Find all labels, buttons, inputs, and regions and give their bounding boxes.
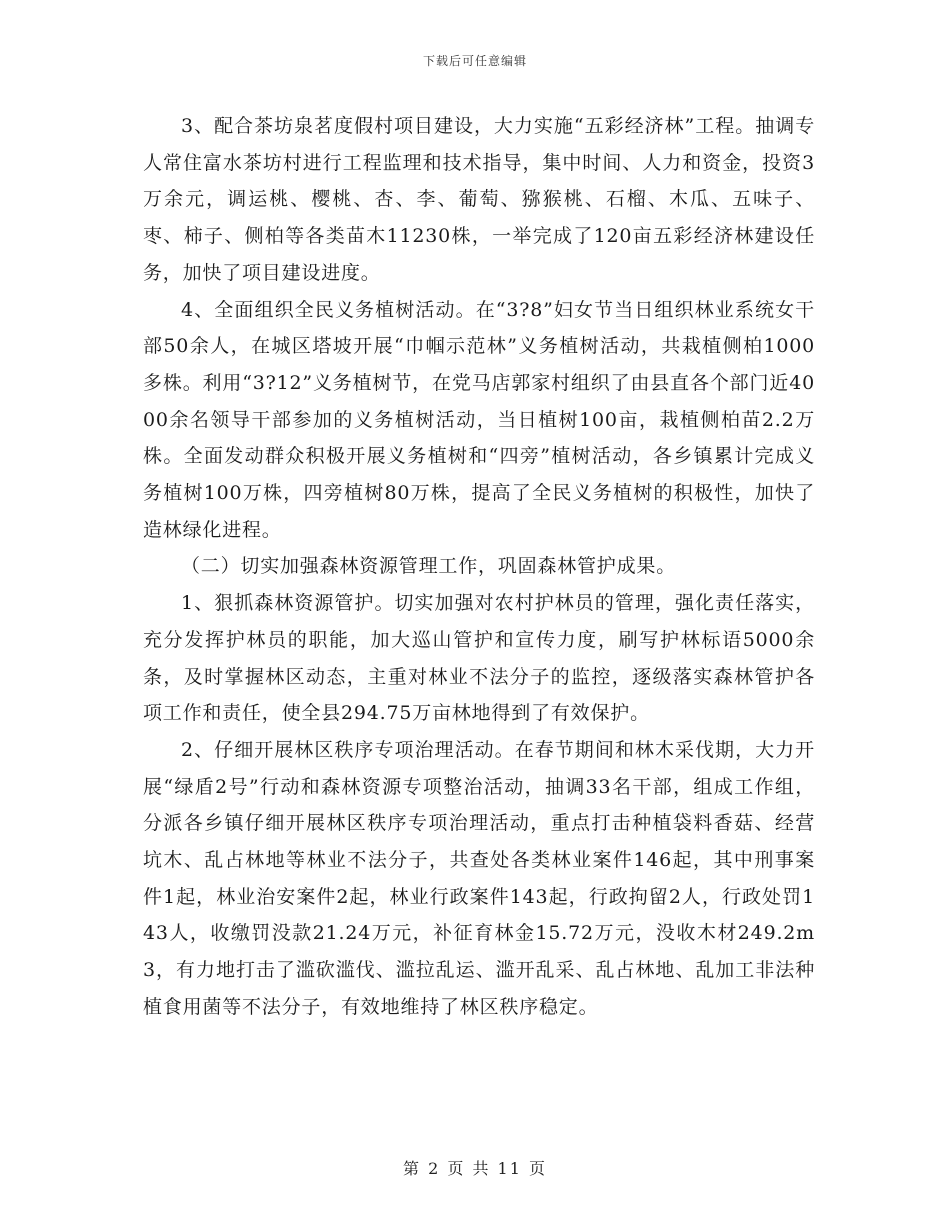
page-number-footer: 第 2 页 共 11 页	[403, 1159, 547, 1178]
paragraph-item-1: 1、狠抓森林资源管护。切实加强对农村护林员的管理，强化责任落实，充分发挥护林员的职能，加大巡山管护和宣传力度，刷写护林标语5000余条，及时掌握林区动态，主重对林业不法分子的监控，逐级落实森林管护各项工作和责任，使全县294.75万亩林地得到了有效保护。	[143, 592, 815, 725]
page-header: 下载后可任意编辑	[422, 54, 527, 68]
section-heading-2: （二）切实加强森林资源管理工作，巩固森林管护成果。	[181, 555, 677, 578]
document-body	[143, 108, 815, 1026]
paragraph-item-4: 4、全面组织全民义务植树活动。在“3?8”妇女节当日组织林业系统女干部50余人，在城区塔坡开展“巾帼示范林”义务植树活动，共栽植侧柏1000多株。利用“3?12”义务植树节，在党马店郭家村组织了由县直各个部门近4000余名领导干部参加的义务植树活动，当日植树100亩，栽植侧柏苗2.2万株。全面发动群众积极开展义务植树和“四旁”植树活动，各乡镇累计完成义务植树100万株，四旁植树80万株，提高了全民义务植树的积极性，加快了造林绿化进程。	[143, 298, 815, 541]
paragraph-item-2: 2、仔细开展林区秩序专项治理活动。在春节期间和林木采伐期，大力开展“绿盾2号”行动和森林资源专项整治活动，抽调33名干部，组成工作组，分派各乡镇仔细开展林区秩序专项治理活动，重点打击种植袋料香菇、经营坑木、乱占林地等林业不法分子，共查处各类林业案件146起，其中刑事案件1起，林业治安案件2起，林业行政案件143起，行政拘留2人，行政处罚143人，收缴罚没款21.24万元，补征育林金15.72万元，没收木材249.2m3，有力地打击了滥砍滥伐、滥拉乱运、滥开乱采、乱占林地、乱加工非法种植食用菌等不法分子，有效地维持了林区秩序稳定。	[143, 738, 815, 1018]
paragraph-item-3: 3、配合茶坊泉茗度假村项目建设，大力实施“五彩经济林”工程。抽调专人常住富水茶坊村进行工程监理和技术指导，集中时间、人力和资金，投资3万余元，调运桃、樱桃、杏、李、葡萄、猕猴桃、石榴、木瓜、五味子、枣、柿子、侧柏等各类苗木11230株，一举完成了120亩五彩经济林建设任务，加快了项目建设进度。	[143, 115, 815, 284]
